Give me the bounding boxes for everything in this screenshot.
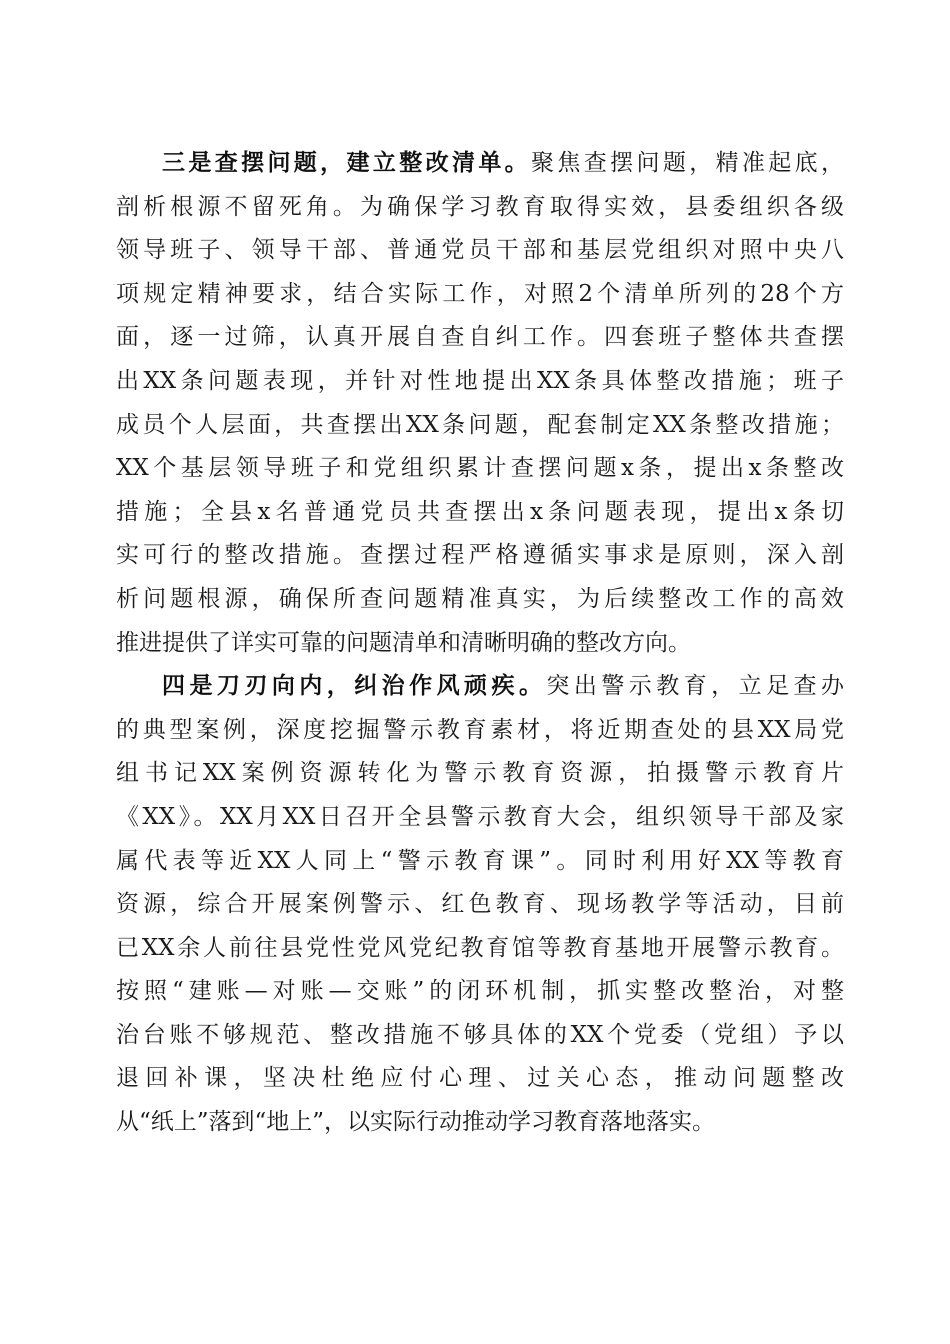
paragraph-3 — [116, 142, 844, 665]
paragraph-line: 出XX条问题表现，并针对性地提出XX条具体整改措施；班子 — [116, 367, 844, 394]
paragraph-line: 组书记XX案例资源转化为警示教育资源，拍摄警示教育片 — [116, 760, 844, 787]
paragraph-4 — [116, 665, 844, 1145]
paragraph-lead: 三是查摆问题，建立整改清单。 — [162, 150, 532, 176]
paragraph-lead: 四是刀刃向内，纠治作风顽疾。 — [162, 673, 547, 700]
paragraph-line: 剖析根源不留死角。为确保学习教育取得实效，县委组织各级 — [116, 193, 844, 220]
paragraph-line: 属代表等近XX人同上“警示教育课”。同时利用好XX等教育 — [116, 847, 844, 874]
paragraph-line: 面，逐一过筛，认真开展自查自纠工作。四套班子整体共查摆 — [116, 324, 844, 351]
paragraph-line: 析问题根源，确保所查问题精准真实，为后续整改工作的高效 — [116, 585, 844, 612]
paragraph-line — [116, 665, 844, 709]
paragraph-line — [116, 142, 844, 186]
line-text: 聚焦查摆问题，精准起底， — [531, 150, 845, 176]
paragraph-line: 按照“建账—对账—交账”的闭环机制，抓实整改整治，对整 — [116, 978, 844, 1005]
paragraph-line: 的典型案例，深度挖掘警示教育素材，将近期查处的县XX局党 — [116, 716, 844, 743]
paragraph-line: 领导班子、领导干部、普通党员干部和基层党组织对照中央八 — [116, 237, 844, 264]
paragraph-line: 资源，综合开展案例警示、红色教育、现场教学等活动，目前 — [116, 891, 844, 918]
paragraph-line: 《XX》。XX月XX日召开全县警示教育大会，组织领导干部及家 — [116, 803, 844, 830]
paragraph-line: XX个基层领导班子和党组织累计查摆问题x条，提出x条整改 — [116, 455, 844, 482]
paragraph-line: 已XX余人前往县党性党风党纪教育馆等教育基地开展警示教育。 — [116, 934, 844, 961]
paragraph-line: 措施；全县x名普通党员共查摆出x条问题表现，提出x条切 — [116, 498, 844, 525]
paragraph-line: 治台账不够规范、整改措施不够具体的XX个党委（党组）予以 — [116, 1021, 844, 1048]
paragraph-line: 推进提供了详实可靠的问题清单和清晰明确的整改方向。 — [116, 629, 691, 656]
paragraph-line: 从“纸上”落到“地上”，以实际行动推动学习教育落地落实。 — [116, 1109, 716, 1136]
paragraph-line: 成员个人层面，共查摆出XX条问题，配套制定XX条整改措施； — [116, 411, 844, 438]
document-body — [116, 142, 844, 1145]
paragraph-line: 项规定精神要求，结合实际工作，对照2个清单所列的28个方 — [116, 280, 844, 307]
paragraph-line: 退回补课，坚决杜绝应付心理、过关心态，推动问题整改 — [116, 1065, 844, 1092]
paragraph-line: 实可行的整改措施。查摆过程严格遵循实事求是原则，深入剖 — [116, 542, 844, 569]
line-text: 突出警示教育，立足查办 — [546, 673, 845, 700]
